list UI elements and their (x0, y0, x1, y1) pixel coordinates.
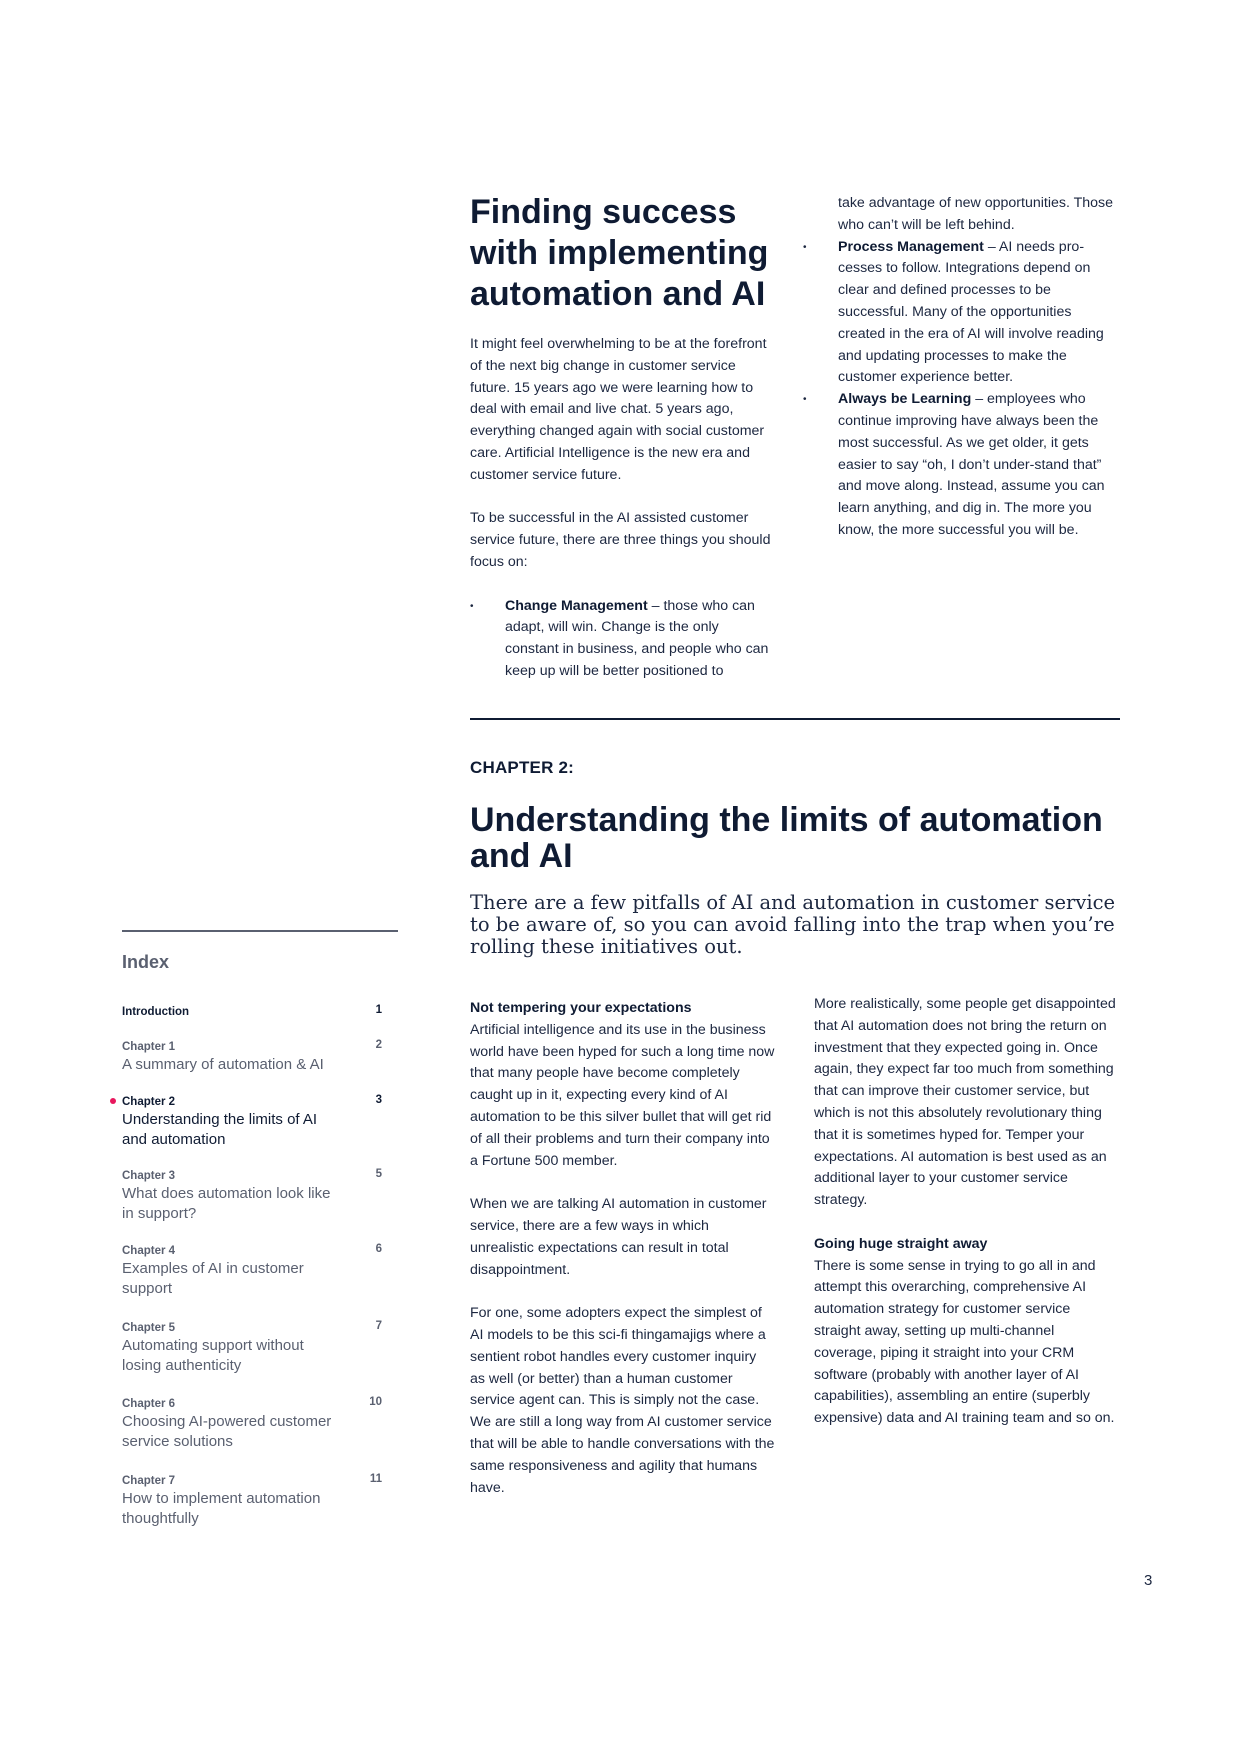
index-chapter-name: Automating support without losing authenticity (122, 1337, 304, 1374)
chapter-lede: There are a few pitfalls of AI and automation in customer service to be aware of, so you can avoid falling into the trap when you’re rolling these initiatives out. (470, 891, 1116, 958)
bullet-lead: Change Management (505, 597, 648, 614)
intro-paragraph: It might feel overwhelming to be at the forefront of the next big change in customer service future. 15 years ago we were learning how to deal with email and live chat. 5 years ago, everything changed again with social customer care. Artificial Intelligence is the new era and customer service future. (470, 336, 767, 483)
index-chapter-label: Chapter 4 (122, 1245, 176, 1257)
bullet-lead: Process Management (838, 238, 984, 255)
bullet-process-management (803, 237, 1120, 390)
bullet-change-management (470, 596, 775, 683)
index-chapter-name: Choosing AI-powered customer service solutions (122, 1413, 332, 1450)
index-item-chapter-5[interactable] (122, 1320, 382, 1376)
active-indicator-icon (110, 1098, 116, 1104)
subhead-expectations: Not tempering your expectations (470, 1000, 692, 1016)
index-item-chapter-6[interactable] (122, 1396, 382, 1452)
index-page-number: 1 (375, 1004, 382, 1016)
bullet-icon: • (803, 241, 807, 253)
index-page-number: 10 (369, 1396, 382, 1408)
paragraph: There is some sense in trying to go all in and attempt this overarching, comprehensive AI automation strategy for customer service straight away, setting up multi-channel coverage, piping it straight into your CRM software (probably with another layer of AI capabilities), assembling an entire (superbly expensive) data and AI training team and so on. (814, 1257, 1115, 1427)
subhead-going-huge: Going huge straight away (814, 1235, 988, 1252)
index-chapter-label: Chapter 6 (122, 1398, 176, 1410)
bullet-text: – AI needs pro-cesses to follow. Integrations depend on clear and defined processes to be successful. Many of the opportunities created in the era of AI will involve reading and updating processes to make the customer experience better. (838, 238, 1104, 386)
index-page-number: 2 (375, 1039, 382, 1051)
chapter-title: Understanding the limits of automation and AI (470, 801, 1103, 875)
index-page-number: 6 (375, 1243, 382, 1255)
index-item-chapter-2[interactable] (122, 1094, 382, 1150)
paragraph: For one, some adopters expect the simplest of AI models to be this sci-fi thingamajigs where a sentient robot handles every customer inquiry as well (or better) than a human customer service agent can. This is simply not the case. We are still a long way from AI customer service that will be able to handle conversations with the same responsiveness and agility that humans have. (470, 1305, 775, 1496)
left-column-top (470, 334, 775, 683)
index-page-number: 11 (369, 1473, 382, 1485)
index-chapter-name: A summary of automation & AI (122, 1056, 324, 1073)
focus-paragraph: To be successful in the AI assisted customer service future, there are three things you should focus on: (470, 510, 771, 570)
paragraph: When we are talking AI automation in customer service, there are a few ways in which unrealistic expectations can result in total disappointment. (470, 1196, 767, 1278)
index-chapter-label: Chapter 2 (122, 1096, 176, 1108)
chapter-left-column (470, 998, 775, 1499)
bullet-lead: Always be Learning (838, 391, 972, 408)
index-chapter-label: Chapter 1 (122, 1041, 176, 1053)
right-column-top (803, 193, 1120, 542)
index-chapter-label: Chapter 7 (122, 1475, 176, 1487)
index-chapter-name: Understanding the limits of AI and automation (122, 1111, 318, 1148)
bullet-icon: • (470, 600, 474, 612)
bullet-text: – those who can adapt, will win. Change is the only constant in business, and people who can keep up will be better positioned to (505, 597, 769, 679)
index-chapter-label: Chapter 3 (122, 1170, 176, 1182)
page-number: 3 (1144, 1572, 1153, 1589)
index-chapter-label: Introduction (122, 1006, 190, 1018)
index-chapter-name: How to implement automation thoughtfully (122, 1490, 321, 1527)
index-page-number: 7 (375, 1320, 382, 1332)
index-page-number: 3 (375, 1094, 382, 1106)
index-chapter-name: What does automation look like in support? (122, 1185, 331, 1222)
section-title: Finding success with implementing automation and AI (470, 193, 769, 313)
index-item-chapter-3[interactable] (122, 1168, 382, 1224)
index-chapter-name: Examples of AI in customer support (122, 1260, 304, 1297)
paragraph: Artificial intelligence and its use in the business world have been hyped for such a long time now that many people have become completely caught up in it, expecting every kind of AI automation to be this silver bullet that will get rid of all their problems and turn their company into a Fortune 500 member. (470, 1021, 775, 1169)
paragraph: More realistically, some people get disappointed that AI automation does not bring the return on investment that they expected going in. Once again, they expect far too much from something that can improve their customer service, but which is not this absolutely revolutionary thing that it is sometimes hyped for. Temper your expectations. AI automation is best used as an additional layer to your customer service strategy. (814, 996, 1116, 1209)
index-title: Index (122, 952, 170, 972)
bullet-continuation: take advantage of new opportunities. Those who can’t will be left behind. (838, 195, 1114, 233)
index-item-chapter-4[interactable] (122, 1243, 382, 1299)
index-item-introduction[interactable] (122, 1004, 382, 1020)
index-chapter-label: Chapter 5 (122, 1322, 176, 1334)
bullet-text: – employees who continue improving have always been the most successful. As we get older, it gets easier to say “oh, I don’t under-stand that” and move along. Instead, assume you can learn anything, and dig in. The more you know, the more successful you will be. (838, 391, 1105, 538)
section-divider (470, 718, 1120, 720)
index-item-chapter-1[interactable] (122, 1039, 382, 1075)
index-rule (122, 930, 398, 932)
index-item-chapter-7[interactable] (122, 1473, 382, 1529)
chapter-right-column (814, 994, 1120, 1430)
bullet-always-learning (803, 389, 1120, 542)
index-page-number: 5 (375, 1168, 382, 1180)
chapter-label: CHAPTER 2: (470, 758, 575, 777)
bullet-icon: • (803, 394, 807, 406)
